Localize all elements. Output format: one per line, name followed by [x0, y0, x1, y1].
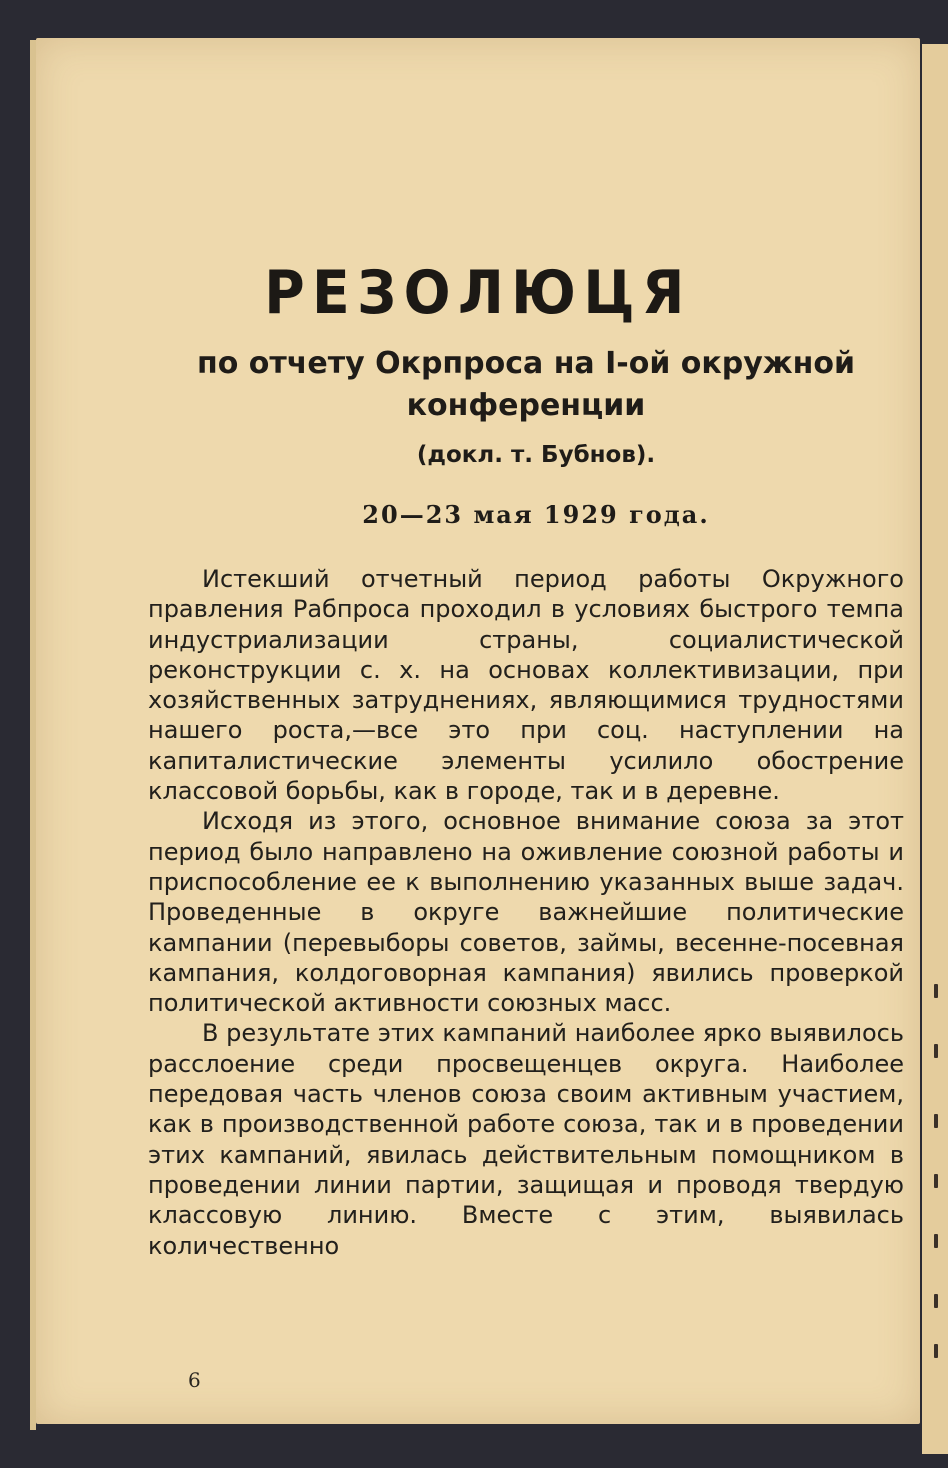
paragraph-3: В результате этих кампаний наиболее ярко выявилось расслоение среди просвещенцев округа. Наиболее передовая часть членов союза своим активным участием, как в производственной работе союза, так и в проведении этих кампаний, явилась действительным помощником в проведении линии партии, защищая и проводя твердую классовую линию. Вместе с этим, выявилась количественно	[148, 1019, 904, 1260]
edge-mark	[934, 984, 938, 998]
edge-mark	[934, 1174, 938, 1188]
next-page-edge	[922, 44, 948, 1454]
body-text	[148, 564, 904, 1261]
edge-mark	[934, 1044, 938, 1058]
paragraph-2: Исходя из этого, основное внимание союза за этот период было направлено на оживление союзной работы и приспособление ее к выполнению указанных выше задач. Проведенные в округе важнейшие политические кампании (перевыборы советов, займы, весенне-посевная кампания, колдоговорная кампания) явились проверкой политической активности союзных масс.	[148, 807, 904, 1018]
document-title: РЕЗОЛЮЦЯ	[264, 258, 692, 328]
paragraph-1: Истекший отчетный период работы Окружного правления Рабпроса проходил в условиях быстрого темпа индустриализации страны, социалистической реконструкции с. х. на основах коллективизации, при хозяйственных затруднениях, являющимися трудностями нашего роста,—все это при соц. наступлении на капиталистические элементы усилило обострение классовой борьбы, как в городе, так и в деревне.	[148, 565, 904, 806]
document-subtitle-line1: по отчету Окрпроса на I-ой окружной	[196, 346, 856, 381]
document-page	[36, 38, 920, 1424]
document-subtitle-line2: конференции	[406, 388, 646, 423]
edge-mark	[934, 1344, 938, 1358]
page-number: 6	[188, 1368, 201, 1392]
edge-mark	[934, 1234, 938, 1248]
speaker-note: (докл. т. Бубнов).	[416, 442, 656, 468]
edge-mark	[934, 1114, 938, 1128]
document-date: 20—23 мая 1929 года.	[362, 500, 710, 529]
edge-mark	[934, 1294, 938, 1308]
